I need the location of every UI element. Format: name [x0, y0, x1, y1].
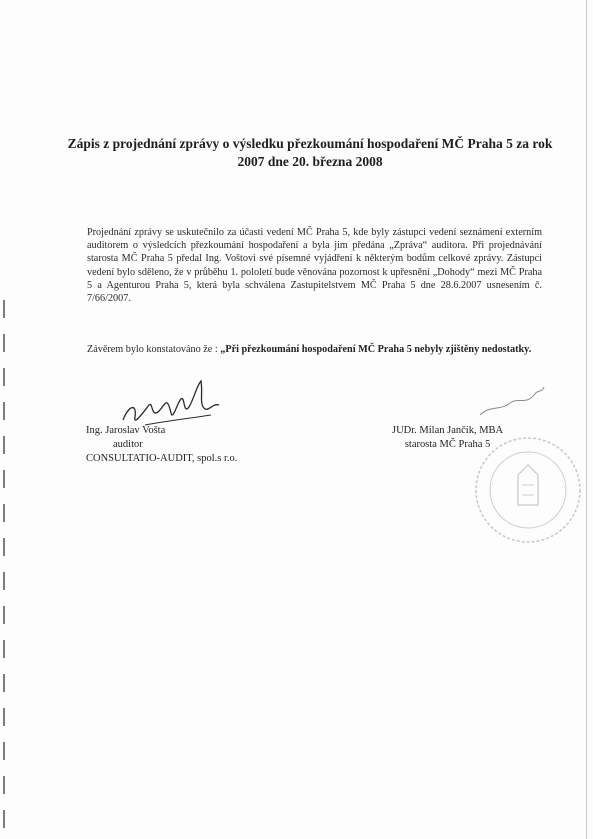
official-stamp [470, 430, 585, 550]
scan-edge-left [3, 300, 5, 839]
conclusion-statement: „Při přezkoumání hospodaření MČ Praha 5 nebyly zjištěny nedostatky. [220, 344, 532, 355]
signatory-left-name: Ing. Jaroslav Vošta [86, 425, 166, 436]
document-title: Zápis z projednání zprávy o výsledku přezkoumání hospodaření MČ Praha 5 za rok 2007 dne 20. března 2008 [67, 136, 553, 169]
signature-right-image [470, 375, 550, 425]
conclusion-intro: Závěrem bylo konstatováno že : [87, 344, 221, 355]
signatory-right-role: starosta MČ Praha 5 [404, 439, 491, 450]
paragraph-conclusion [87, 343, 542, 356]
signatory-left-role: auditor [113, 439, 143, 450]
signatory-left-company: CONSULTATIO-AUDIT, spol.s r.o. [86, 453, 238, 464]
signatory-right-name: JUDr. Milan Jančík, MBA [392, 425, 504, 436]
paragraph-meeting: Projednání zprávy se uskutečnilo za účasti vedení MČ Praha 5, kde byly zástupci vedení seznámení externím auditorem o výsledcích přezkoumání hospodaření a byla jim předána „Zpráva“ auditora. Při projednávání starosta MČ Praha 5 předal Ing. Voštovi své písemné vyjádření k některým bodům celkové zprávy. Zástupci vedení bylo sděleno, že v průběhu 1. pololetí bude věnována pozornost k upřesnění „Dohody“ mezi MČ Praha 5 a Agenturou Praha 5, která byla schválena Zastupitelstvem MČ Praha 5 dne 28.6.2007 usnesením č. 7/66/2007. [87, 227, 542, 305]
signatory-left [86, 424, 237, 466]
scan-edge-right [586, 0, 587, 839]
